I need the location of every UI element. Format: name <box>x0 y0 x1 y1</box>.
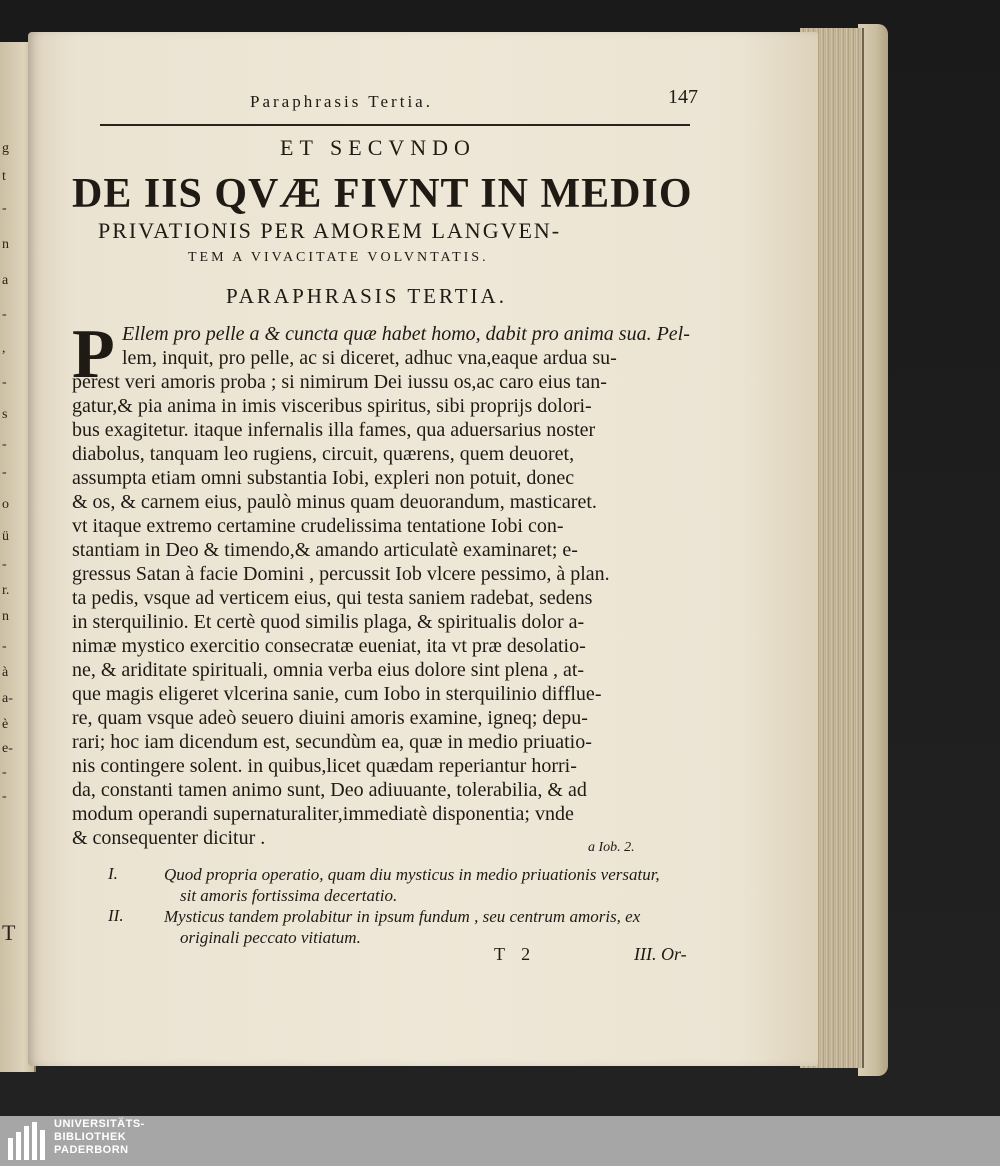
library-logo-icon <box>8 1122 48 1160</box>
body-line: re, quam vsque adeò seuero diuini amoris examine, igneq; depu- <box>72 707 588 729</box>
left-margin-glyph: à <box>2 665 9 680</box>
left-margin-glyph: s <box>2 407 8 422</box>
body-line: in sterquilinio. Et certè quod similis plaga, & spiritualis dolor a- <box>72 611 585 633</box>
book-page <box>28 32 818 1066</box>
body-line: & os, & carnem eius, paulò minus quam deuorandum, masticaret. <box>72 491 597 513</box>
left-margin-glyph: - <box>2 201 7 216</box>
left-margin-glyph: o <box>2 497 9 512</box>
left-margin-glyph: a- <box>2 691 13 706</box>
body-line: bus exagitetur. itaque infernalis illa fames, qua aduersarius noster <box>72 419 596 441</box>
left-margin-glyph: g <box>2 141 9 156</box>
footnote-reference: a Iob. 2. <box>588 840 635 855</box>
left-margin-glyph: e- <box>2 741 13 756</box>
page-number: 147 <box>668 86 698 108</box>
body-line: Ellem pro pelle a & cuncta quæ habet homo, dabit pro anima sua. Pel- <box>122 323 690 345</box>
left-margin-glyph: è <box>2 717 9 732</box>
body-line: lem, inquit, pro pelle, ac si diceret, adhuc vna,eaque ardua su- <box>122 347 617 369</box>
left-margin-glyph: - <box>2 437 7 452</box>
body-line: rari; hoc iam dicendum est, secundùm ea, quæ in medio priuatio- <box>72 731 592 753</box>
left-margin-glyph: - <box>2 765 7 780</box>
left-margin-glyph: - <box>2 375 7 390</box>
body-line: que magis eligeret vlcerina sanie, cum Iobo in sterquilinio difflue- <box>72 683 602 705</box>
left-margin-glyph: - <box>2 465 7 480</box>
library-name-line: PADERBORN <box>54 1144 129 1156</box>
left-margin-glyph: , <box>2 341 6 356</box>
point-number: I. <box>108 864 118 883</box>
body-line: stantiam in Deo & timendo,& amando articulatè examinaret; e- <box>72 539 578 561</box>
point-number: II. <box>108 906 124 925</box>
running-head: Paraphrasis Tertia. <box>250 92 433 111</box>
body-line: vt itaque extremo certamine crudelissima tentatione Iobi con- <box>72 515 564 537</box>
left-margin-glyph: - <box>2 639 7 654</box>
body-line: nimæ mystico exercitio consecratæ eueniat, ita vt præ desolatio- <box>72 635 586 657</box>
left-margin-glyph: - <box>2 307 7 322</box>
drop-cap: P <box>72 316 115 393</box>
left-margin-glyph: r. <box>2 583 10 598</box>
catchword: III. Or- <box>634 944 687 964</box>
title-line-3: PRIVATIONIS PER AMOREM LANGVEN- <box>98 218 562 243</box>
left-margin-glyph: n <box>2 237 9 252</box>
library-name <box>54 1118 145 1157</box>
library-footer <box>0 1116 1000 1166</box>
header-rule <box>100 124 690 126</box>
left-margin-glyph: n <box>2 609 9 624</box>
left-margin-glyph: - <box>2 789 7 804</box>
point-line: sit amoris fortissima decertatio. <box>180 886 398 905</box>
body-line: ta pedis, vsque ad verticem eius, qui testa saniem radebat, sedens <box>72 587 593 609</box>
point-line: Mysticus tandem prolabitur in ipsum fundum , seu centrum amoris, ex <box>164 907 641 926</box>
section-title: PARAPHRASIS TERTIA. <box>226 284 507 308</box>
left-margin-glyph: ü <box>2 529 9 544</box>
point-line: Quod propria operatio, quam diu mysticus in medio priuationis versatur, <box>164 865 660 884</box>
library-name-line: BIBLIOTHEK <box>54 1131 127 1143</box>
body-line: ne, & ariditate spirituali, omnia verba eius dolore sint plena , at- <box>72 659 585 681</box>
left-margin-glyph: a <box>2 273 9 288</box>
body-line: da, constanti tamen animo sunt, Deo adiuuante, tolerabilia, & ad <box>72 779 587 801</box>
point-line: originali peccato vitiatum. <box>180 928 361 947</box>
signature-mark: T 2 <box>494 944 537 964</box>
title-line-1: ET SECVNDO <box>280 135 476 160</box>
library-name-line: UNIVERSITÄTS- <box>54 1118 145 1130</box>
body-line: assumpta etiam omni substantia Iobi, expleri non potuit, donec <box>72 467 575 489</box>
left-margin-glyph: t <box>2 169 6 184</box>
title-line-2: DE IIS QVÆ FIVNT IN MEDIO <box>72 171 693 217</box>
left-margin-glyph: T <box>2 920 16 945</box>
left-margin-glyph: - <box>2 557 7 572</box>
body-line: diabolus, tanquam leo rugiens, circuit, quærens, quem deuoret, <box>72 443 575 465</box>
body-line: gressus Satan à facie Domini , percussit Iob vlcere pessimo, à plan. <box>72 563 610 585</box>
body-line: & consequenter dicitur . <box>72 827 266 849</box>
body-line: nis contingere solent. in quibus,licet quædam reperiantur horri- <box>72 755 577 777</box>
body-line: modum operandi supernaturaliter,immediatè disponentia; vnde <box>72 803 574 825</box>
title-line-4: TEM A VIVACITATE VOLVNTATIS. <box>188 250 489 265</box>
body-line: perest veri amoris proba ; si nimirum Dei iussu os,ac caro eius tan- <box>72 371 607 393</box>
body-line: gatur,& pia anima in imis visceribus spiritus, sibi proprijs dolori- <box>72 395 592 417</box>
